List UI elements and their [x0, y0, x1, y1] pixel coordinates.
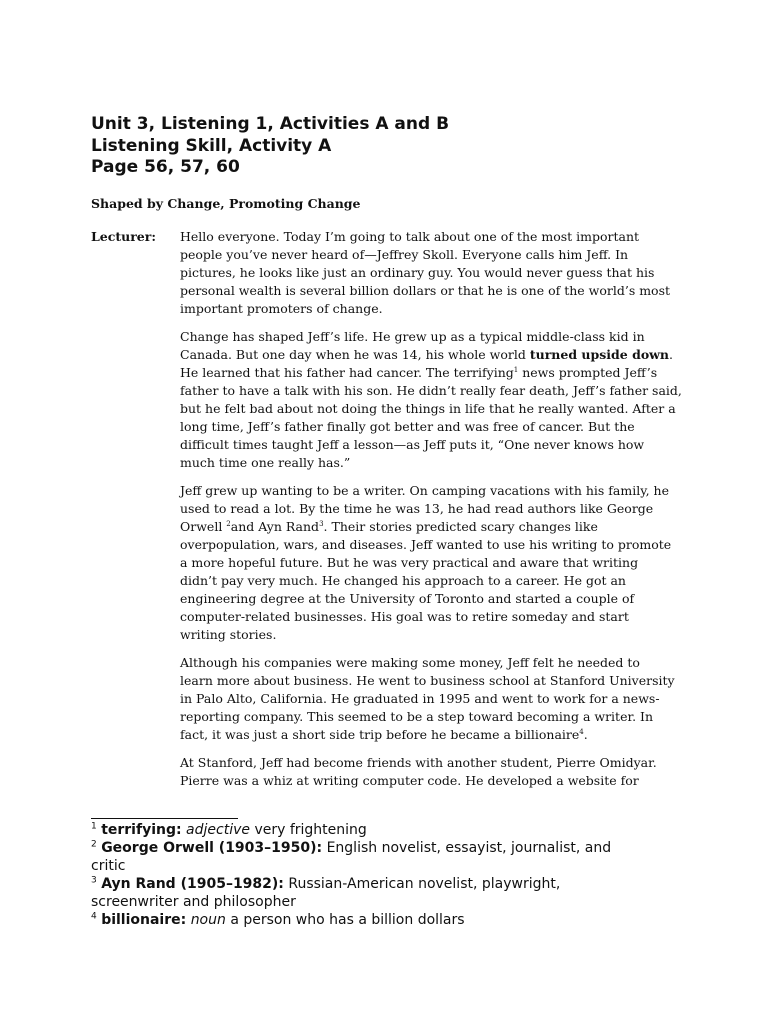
- text-line: used to read a lot. By the time he was 13, he had read authors like George: [180, 501, 654, 516]
- text-line: didn’t pay very much. He changed his approach to a career. He got an: [180, 573, 626, 588]
- text-line: fact, it was just a short side trip before he became a billionaire$^4$.: [180, 727, 588, 742]
- text-line: Pierre was a whiz at writing computer code. He developed a website for: [180, 773, 639, 788]
- text-line: Orwell $^2$and Ayn Rand$^3$. Their stories predicted scary changes like: [180, 519, 598, 534]
- text-line: father to have a talk with his son. He didn’t really fear death, Jeff’s father said,: [180, 383, 682, 398]
- text-line: long time, Jeff’s father finally got better and was free of cancer. But the: [180, 419, 635, 434]
- lecture-transcript: [180, 228, 680, 790]
- text-line: overpopulation, wars, and diseases. Jeff wanted to use his writing to promote: [180, 537, 672, 552]
- text-line: engineering degree at the University of Toronto and started a couple of: [180, 591, 635, 606]
- text-line: Change has shaped Jeff’s life. He grew up as a typical middle-class kid in: [180, 329, 645, 344]
- footnotes: [91, 821, 691, 929]
- lecture-title: Shaped by Change, Promoting Change: [91, 196, 361, 211]
- footnote-ref-2: 2: [226, 519, 231, 528]
- heading-unit: Unit 3, Listening 1, Activities A and B: [91, 114, 450, 134]
- footnote-4: $^4$ billionaire: noun a person who has a billion dollars: [91, 911, 465, 928]
- text-line: At Stanford, Jeff had become friends with another student, Pierre Omidyar.: [180, 755, 657, 770]
- emphasis-phrase: turned upside down: [529, 347, 670, 362]
- footnote-3: $^3$ Ayn Rand (1905–1982): Russian-American novelist, playwright,: [91, 875, 561, 892]
- text-line: important promoters of change.: [180, 301, 383, 316]
- footnote-2: $^2$ George Orwell (1903–1950): English novelist, essayist, journalist, and: [91, 839, 612, 856]
- text-line: in Palo Alto, California. He graduated in 1995 and went to work for a news-: [180, 691, 660, 706]
- text-line: Although his companies were making some money, Jeff felt he needed to: [180, 655, 640, 670]
- paragraph-4: [180, 654, 680, 744]
- paragraph-2: [180, 328, 680, 472]
- footnote-1: $^1$ terrifying: adjective very frightening: [91, 821, 367, 838]
- text-line: Hello everyone. Today I’m going to talk about one of the most important: [180, 229, 640, 244]
- footnote-ref-1: 1: [513, 365, 519, 374]
- paragraph-5: [180, 754, 680, 790]
- text-line: He learned that his father had cancer. The terrifying$^1$ news prompted Jeff’s: [180, 365, 658, 380]
- text-line: difficult times taught Jeff a lesson—as Jeff puts it, “One never knows how: [180, 437, 645, 452]
- text-line: computer-related businesses. His goal was to retire someday and start: [180, 609, 629, 624]
- text-line: learn more about business. He went to business school at Stanford University: [180, 673, 675, 688]
- footnote-separator: [91, 818, 238, 819]
- text-line: pictures, he looks like just an ordinary guy. You would never guess that his: [180, 265, 655, 280]
- heading-pages: Page 56, 57, 60: [91, 157, 240, 177]
- text-line: Canada. But one day when he was 14, his whole world turned upside down.: [180, 347, 673, 362]
- footnote-2-continued: critic: [91, 858, 126, 874]
- text-line: Jeff grew up wanting to be a writer. On camping vacations with his family, he: [180, 483, 670, 498]
- text-line: personal wealth is several billion dollars or that he is one of the world’s most: [180, 283, 671, 298]
- text-line: writing stories.: [180, 627, 277, 642]
- paragraph-3: [180, 482, 680, 644]
- text-line: but he felt bad about not doing the things in life that he really wanted. After a: [180, 401, 676, 416]
- text-line: reporting company. This seemed to be a step toward becoming a writer. In: [180, 709, 654, 724]
- footnote-3-continued: screenwriter and philosopher: [91, 894, 296, 910]
- text-line: people you’ve never heard of—Jeffrey Skoll. Everyone calls him Jeff. In: [180, 247, 629, 262]
- document-heading: [91, 114, 449, 179]
- text-line: a more hopeful future. But he was very practical and aware that writing: [180, 555, 639, 570]
- footnote-ref-4: 4: [579, 727, 584, 736]
- paragraph-1: [180, 228, 680, 318]
- heading-skill: Listening Skill, Activity A: [91, 135, 332, 156]
- footnote-ref-3: 3: [319, 519, 324, 528]
- text-line: much time one really has.”: [180, 455, 351, 470]
- speaker-label: Lecturer:: [91, 229, 156, 244]
